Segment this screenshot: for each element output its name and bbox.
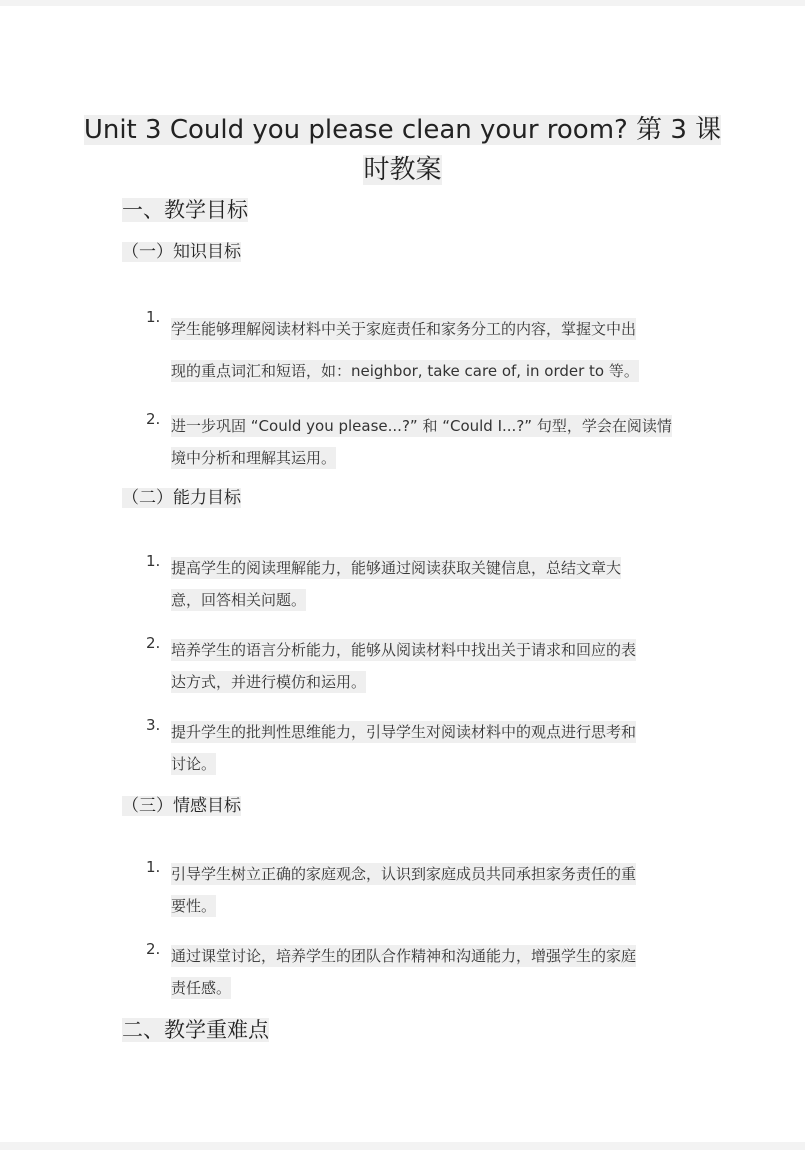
list-item-text: 引导学生树立正确的家庭观念，认识到家庭成员共同承担家务责任的重 (171, 865, 637, 883)
list-number: 3. (146, 716, 161, 734)
list-number: 2. (146, 634, 161, 652)
title-line-1: Unit 3 Could you please clean your room? 第 3 课 (83, 115, 722, 145)
list-item-text: 进一步巩固 “Could you please...?” 和 “Could I...?” 句型，学会在阅读情 (171, 417, 672, 435)
list-number: 1. (146, 858, 161, 876)
list-item-text: 讨论。 (171, 755, 217, 773)
list-item (146, 552, 682, 616)
list-number: 2. (146, 940, 161, 958)
list-number: 2. (146, 410, 161, 428)
section-heading-text: 一、教学目标 (122, 198, 248, 222)
list-item (146, 940, 682, 1004)
list-item-text: 达方式，并进行模仿和运用。 (171, 673, 367, 691)
section-heading-teaching-goals (122, 194, 248, 226)
list-item-text: 要性。 (171, 897, 217, 915)
document-page (0, 6, 805, 1142)
list-item (146, 634, 682, 698)
title-line-2: 时教案 (363, 155, 442, 185)
subheading-ability-goals (122, 484, 241, 512)
list-item-text: 境中分析和理解其运用。 (171, 449, 337, 467)
document-title-continued (0, 150, 805, 190)
list-item (146, 410, 682, 474)
subheading-text: （三）情感目标 (122, 796, 241, 816)
list-item-text: 提高学生的阅读理解能力，能够通过阅读获取关键信息，总结文章大 (171, 559, 622, 577)
list-item-text: 意，回答相关问题。 (171, 591, 307, 609)
subheading-text: （二）能力目标 (122, 488, 241, 508)
list-item-text: 学生能够理解阅读材料中关于家庭责任和家务分工的内容，掌握文中出 (171, 320, 637, 338)
list-item (146, 308, 682, 392)
list-item-text: 责任感。 (171, 979, 232, 997)
list-item-text: 提升学生的批判性思维能力，引导学生对阅读材料中的观点进行思考和 (171, 723, 637, 741)
list-item-text: 培养学生的语言分析能力，能够从阅读材料中找出关于请求和回应的表 (171, 641, 637, 659)
list-item (146, 716, 682, 780)
section-heading-text: 二、教学重难点 (122, 1018, 269, 1042)
document-title (0, 110, 805, 150)
list-item (146, 858, 682, 922)
subheading-emotion-goals (122, 792, 241, 820)
subheading-knowledge-goals (122, 238, 241, 266)
list-item-text: 通过课堂讨论，培养学生的团队合作精神和沟通能力，增强学生的家庭 (171, 947, 637, 965)
list-number: 1. (146, 308, 161, 326)
list-item-text: 现的重点词汇和短语，如：neighbor, take care of, in order to 等。 (171, 362, 639, 380)
list-number: 1. (146, 552, 161, 570)
section-heading-key-difficulties (122, 1014, 269, 1046)
subheading-text: （一）知识目标 (122, 242, 241, 262)
